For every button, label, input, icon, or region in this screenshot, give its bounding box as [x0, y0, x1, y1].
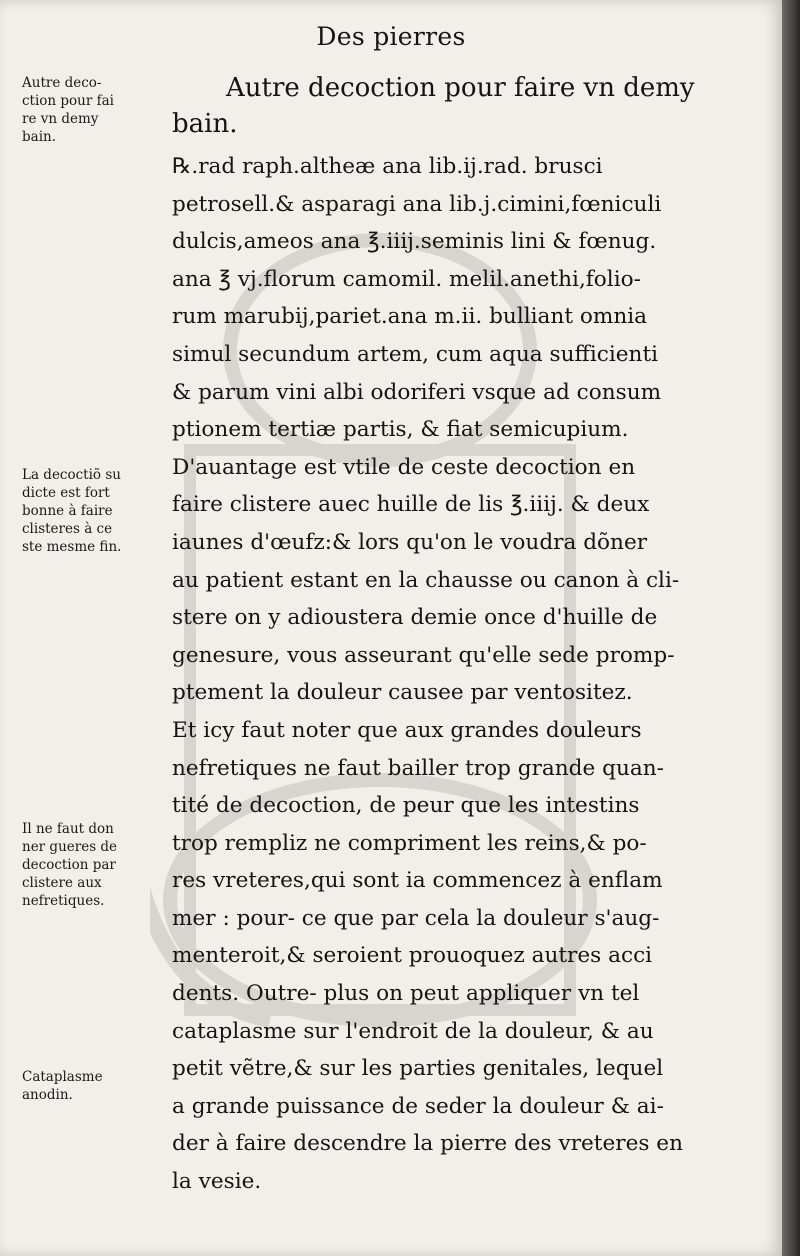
body-line: la vesie.: [172, 1169, 262, 1195]
body-line: petrosell.& asparagi ana lib.j.cimini,fœniculi: [172, 191, 662, 217]
body-line: dulcis,ameos ana ℥.iiij.seminis lini & fœnug.: [172, 229, 657, 255]
margin-note-line: bonne à faire: [22, 503, 113, 519]
body-line: cataplasme sur l'endroit de la douleur, & au: [172, 1018, 654, 1044]
body-line: a grande puissance de seder la douleur & ai-: [172, 1093, 664, 1119]
margin-note-line: ction pour fai: [22, 93, 114, 109]
margin-note: [22, 466, 121, 556]
margin-note: [22, 820, 117, 910]
body-line: faire clistere auec huille de lis ℥.iiij. & deux: [172, 492, 650, 518]
body-line: mer : pour- ce que par cela la douleur s'aug-: [172, 905, 660, 931]
body-line: stere on y adioustera demie once d'huille de: [172, 605, 658, 631]
margin-note: [22, 1068, 103, 1104]
margin-note: [22, 74, 114, 146]
margin-note-line: decoction par: [22, 857, 116, 873]
body-text: [172, 148, 764, 1201]
body-line: iaunes d'œufz:& lors qu'on le voudra dõner: [172, 529, 648, 555]
body-line: menteroit,& seroient prouoquez autres acci: [172, 943, 653, 969]
margin-note-line: Cataplasme: [22, 1069, 103, 1085]
margin-note-line: anodin.: [22, 1087, 73, 1103]
body-line: au patient estant en la chausse ou canon à cli-: [172, 567, 680, 593]
section-heading: [172, 70, 742, 142]
margin-note-line: re vn demy: [22, 111, 99, 127]
body-line: tité de decoction, de peur que les intestins: [172, 793, 640, 819]
margin-note-line: La decoctiõ su: [22, 467, 121, 483]
body-line: trop rempliz ne compriment les reins,& po-: [172, 830, 647, 856]
body-line: ptement la douleur causee par ventositez.: [172, 680, 633, 706]
running-head: Des pierres: [316, 22, 466, 51]
margin-note-line: clistere aux: [22, 875, 102, 891]
heading-line: bain.: [172, 109, 238, 139]
body-line: ptionem tertiæ partis, & fiat semicupium.: [172, 417, 629, 443]
body-line: simul secundum artem, cum aqua sufficienti: [172, 341, 659, 367]
margin-note-line: clisteres à ce: [22, 521, 113, 537]
margin-note-line: bain.: [22, 129, 56, 145]
margin-note-line: Il ne faut don: [22, 821, 114, 837]
margin-note-line: dicte est fort: [22, 485, 110, 501]
body-line: ana ℥ vj.florum camomil. melil.anethi,folio-: [172, 266, 641, 292]
body-line: rum marubij,pariet.ana m.ii. bulliant omnia: [172, 304, 648, 330]
margin-note-line: ner gueres de: [22, 839, 118, 855]
body-line: & parum vini albi odoriferi vsque ad consum: [172, 379, 662, 405]
body-line: Et icy faut noter que aux grandes douleurs: [172, 717, 642, 743]
body-line: res vreteres,qui sont ia commencez à enflam: [172, 868, 663, 894]
body-line: der à faire descendre la pierre des vreteres en: [172, 1131, 683, 1157]
margin-note-line: Autre deco-: [22, 75, 102, 91]
margin-note-line: nefretiques.: [22, 893, 105, 909]
body-line: ℞.rad raph.altheæ ana lib.ij.rad. brusci: [172, 154, 603, 179]
heading-line: Autre decoction pour faire vn demy: [226, 73, 695, 103]
body-line: dents. Outre- plus on peut appliquer vn tel: [172, 981, 640, 1007]
body-line: D'auantage est vtile de ceste decoction en: [172, 454, 636, 480]
body-line: nefretiques ne faut bailler trop grande quan-: [172, 755, 664, 781]
body-line: genesure, vous asseurant qu'elle sede promp-: [172, 642, 675, 668]
page-edge-shadow: [782, 0, 800, 1256]
margin-note-line: ste mesme fin.: [22, 539, 122, 555]
body-line: petit vẽtre,& sur les parties genitales, lequel: [172, 1056, 664, 1082]
